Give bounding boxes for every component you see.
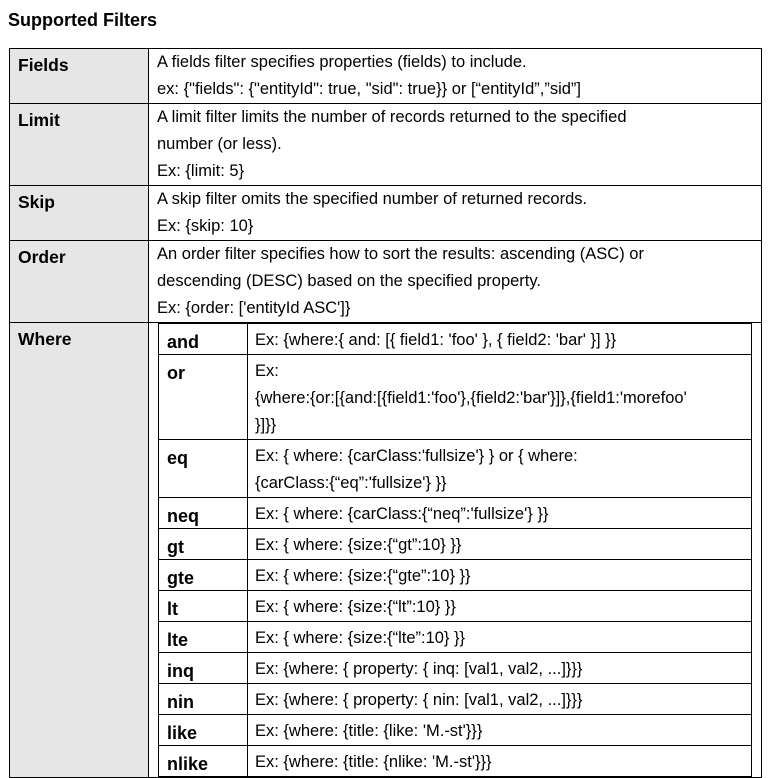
- operator-example: [248, 498, 752, 529]
- operator-example: [248, 355, 752, 440]
- filters-table: [9, 48, 762, 778]
- operator-name: neq: [159, 498, 248, 529]
- operator-name: lte: [159, 622, 248, 653]
- filter-name: Order: [10, 241, 149, 323]
- description-line: An order filter specifies how to sort the results: ascending (ASC) or: [157, 245, 644, 263]
- filter-description: [149, 49, 762, 104]
- operator-row-lt: [159, 591, 752, 622]
- description-line: A limit filter limits the number of records returned to the specified: [157, 108, 627, 126]
- filter-name: Limit: [10, 104, 149, 186]
- example-line: Ex: {where: {title: {like: 'M.-st'}}}: [255, 722, 483, 740]
- description-line: Ex: {order: ['entityId ASC']}: [157, 299, 351, 317]
- operator-example: [248, 529, 752, 560]
- operator-example: [248, 324, 752, 355]
- operator-row-nin: [159, 684, 752, 715]
- filter-name: Skip: [10, 186, 149, 241]
- operator-example: [248, 560, 752, 591]
- example-line: Ex: { where: {carClass:'fullsize'} } or { where:: [255, 447, 578, 465]
- where-operators-table: [158, 323, 752, 777]
- operator-row-inq: [159, 653, 752, 684]
- operator-row-lte: [159, 622, 752, 653]
- operator-example: [248, 653, 752, 684]
- example-line: Ex: { where: {size:{“lt”:10} }}: [255, 598, 456, 616]
- example-line: Ex: {where: { property: { nin: [val1, val2, ...]}}}: [255, 691, 583, 709]
- filter-description: [149, 241, 762, 323]
- description-line: descending (DESC) based on the specified property.: [157, 272, 541, 290]
- filter-row-skip: [10, 186, 762, 241]
- operator-name: gt: [159, 529, 248, 560]
- example-line: Ex: {where:{ and: [{ field1: 'foo' }, { field2: 'bar' }] }}: [255, 331, 617, 349]
- description-line: Ex: {skip: 10}: [157, 217, 254, 235]
- operator-name: lt: [159, 591, 248, 622]
- operator-row-gte: [159, 560, 752, 591]
- operator-example: [248, 440, 752, 498]
- example-line: {where:{or:[{and:[{field1:'foo'},{field2:'bar'}]},{field1:'morefoo': [255, 389, 687, 407]
- where-operators-cell: [149, 323, 762, 778]
- example-line: Ex: { where: {carClass:{“neq”:'fullsize'} }}: [255, 505, 549, 523]
- description-line: ex: {"fields": {"entityId": true, "sid": true}} or [“entityId”,”sid”]: [157, 80, 581, 98]
- description-line: number (or less).: [157, 135, 282, 153]
- operator-row-eq: [159, 440, 752, 498]
- example-line: Ex: {where: { property: { inq: [val1, val2, ...]}}}: [255, 660, 583, 678]
- operator-name: and: [159, 324, 248, 355]
- operator-name: nin: [159, 684, 248, 715]
- filter-description: [149, 186, 762, 241]
- operator-name: like: [159, 715, 248, 746]
- operator-example: [248, 591, 752, 622]
- example-line: }]}}: [255, 416, 277, 434]
- operator-name: inq: [159, 653, 248, 684]
- example-line: Ex: { where: {size:{“lte”:10} }}: [255, 629, 466, 647]
- operator-name: or: [159, 355, 248, 440]
- example-line: Ex: { where: {size:{“gt”:10} }}: [255, 536, 462, 554]
- page-title: Supported Filters: [8, 10, 158, 30]
- filter-name: Where: [10, 323, 149, 778]
- example-line: Ex:: [255, 362, 279, 380]
- example-line: Ex: {where: {title: {nlike: 'M.-st'}}}: [255, 753, 492, 771]
- filter-row-fields: [10, 49, 762, 104]
- operator-row-or: [159, 355, 752, 440]
- filter-row-order: [10, 241, 762, 323]
- example-line: Ex: { where: {size:{“gte”:10} }}: [255, 567, 471, 585]
- operator-example: [248, 746, 752, 777]
- operator-row-like: [159, 715, 752, 746]
- filter-row-where: [10, 323, 762, 778]
- operator-name: gte: [159, 560, 248, 591]
- filter-name: Fields: [10, 49, 149, 104]
- operator-example: [248, 684, 752, 715]
- operator-name: nlike: [159, 746, 248, 777]
- operator-example: [248, 715, 752, 746]
- operator-row-neq: [159, 498, 752, 529]
- description-line: Ex: {limit: 5}: [157, 162, 245, 180]
- example-line: {carClass:{“eq”:'fullsize'} }}: [255, 474, 447, 492]
- filter-row-limit: [10, 104, 762, 186]
- operator-row-gt: [159, 529, 752, 560]
- filter-description: [149, 104, 762, 186]
- operator-example: [248, 622, 752, 653]
- operator-row-and: [159, 324, 752, 355]
- operator-row-nlike: [159, 746, 752, 777]
- description-line: A fields filter specifies properties (fields) to include.: [157, 53, 527, 71]
- description-line: A skip filter omits the specified number of returned records.: [157, 190, 588, 208]
- operator-name: eq: [159, 440, 248, 498]
